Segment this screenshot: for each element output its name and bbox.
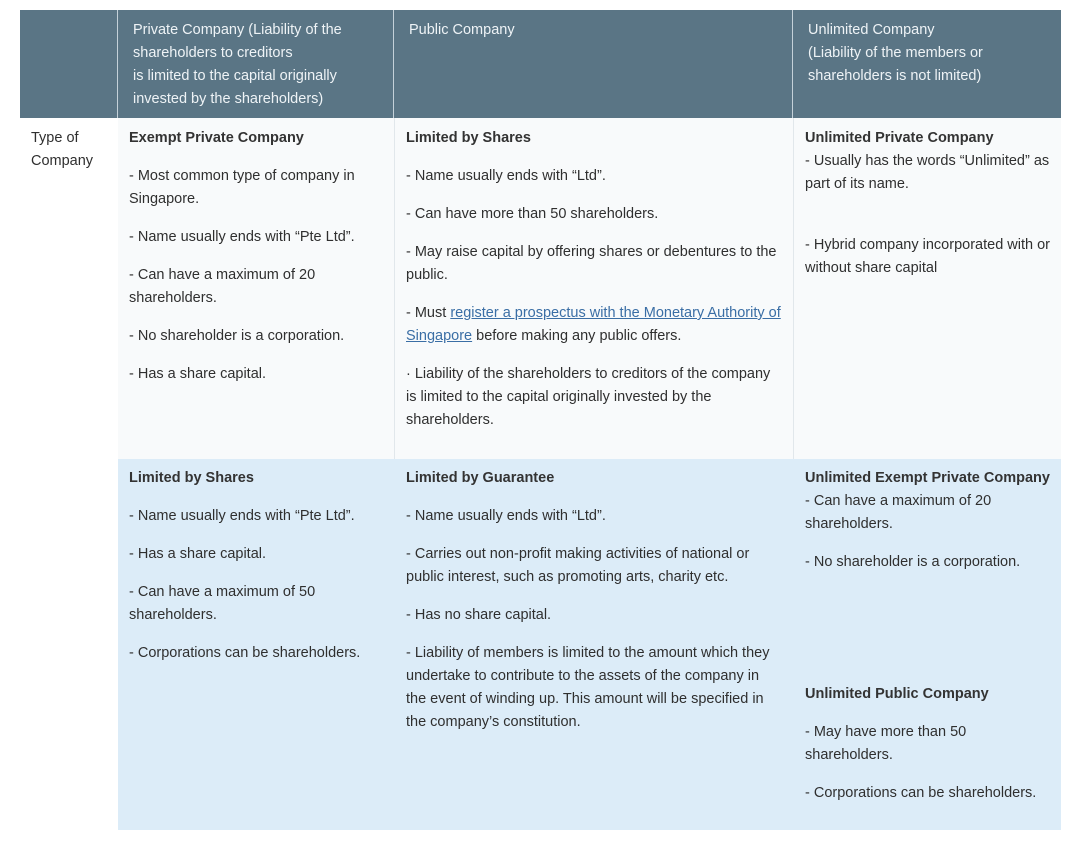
header-text-line: invested by the shareholders): [133, 91, 324, 107]
cell-title: Unlimited Public Company: [805, 686, 989, 702]
cell-unlimited-exempt-private-company: [805, 467, 1057, 574]
list-item: - Can have more than 50 shareholders.: [406, 206, 659, 222]
list-item: - Name usually ends with “Ltd”.: [406, 508, 606, 524]
cell-public-limited-by-guarantee: [406, 467, 783, 734]
header-unlimited-company: [793, 10, 1061, 118]
header-private-company: [118, 10, 394, 118]
list-item-text: before making any public offers.: [472, 328, 682, 344]
list-item: - May have more than 50 shareholders.: [805, 724, 967, 763]
list-item-text: - Must: [406, 305, 451, 321]
header-cell-empty: [20, 10, 118, 118]
cell-title: Unlimited Exempt Private Company: [805, 470, 1050, 486]
header-text-line: shareholders is not limited): [808, 68, 982, 84]
list-item: - Name usually ends with “Ltd”.: [406, 168, 606, 184]
cell-exempt-private-company: [129, 127, 384, 386]
table-header-row: [20, 10, 1061, 118]
cell-unlimited-private-company: [805, 127, 1057, 280]
list-item: - Name usually ends with “Pte Ltd”.: [129, 508, 355, 524]
list-item: - Has a share capital.: [129, 546, 267, 562]
cell-title: Limited by Guarantee: [406, 470, 555, 486]
list-item: · Liability of the shareholders to creditors of the company is limited to the capital originally invested by the shareholders.: [406, 366, 771, 428]
list-item: - Can have a maximum of 50 shareholders.: [129, 584, 316, 623]
header-text-line: (Liability of the members or: [808, 45, 983, 61]
cell-public-limited-by-shares: [406, 127, 783, 432]
list-item: - Carries out non-profit making activities of national or public interest, such as promoting arts, charity etc.: [406, 546, 750, 585]
list-item: - Corporations can be shareholders.: [129, 645, 361, 661]
list-item: [406, 302, 783, 348]
list-item: - Can have a maximum of 20 shareholders.: [805, 493, 992, 532]
header-text-line: is limited to the capital originally: [133, 68, 337, 84]
column-divider: [394, 118, 395, 459]
cell-title: Limited by Shares: [129, 470, 254, 486]
list-item: - Name usually ends with “Pte Ltd”.: [129, 229, 355, 245]
list-item: - Liability of members is limited to the amount which they undertake to contribute to the assets of the company in the event of winding up. This amount will be specified in the company’s constitution.: [406, 645, 770, 730]
list-item: - No shareholder is a corporation.: [129, 328, 345, 344]
list-item: - Usually has the words “Unlimited” as part of its name.: [805, 153, 1050, 192]
header-text-line: Private Company (Liability of the: [133, 22, 342, 38]
header-text-line: Public Company: [409, 22, 515, 38]
cell-unlimited-public-company: [805, 683, 1057, 805]
list-item: - Hybrid company incorporated with or without share capital: [805, 237, 1050, 276]
header-text-line: shareholders to creditors: [133, 45, 293, 61]
cell-title: Exempt Private Company: [129, 130, 304, 146]
list-item: - May raise capital by offering shares or debentures to the public.: [406, 244, 777, 283]
cell-title: Unlimited Private Company: [805, 130, 994, 146]
list-item: - Most common type of company in Singapore.: [129, 168, 355, 207]
row-label-line: Company: [31, 153, 94, 169]
list-item: - No shareholder is a corporation.: [805, 554, 1021, 570]
list-item: - Has a share capital.: [129, 366, 267, 382]
header-text-line: Unlimited Company: [808, 22, 935, 38]
header-public-company: [394, 10, 793, 118]
row-label-line: Type of: [31, 130, 79, 146]
column-divider: [793, 118, 794, 459]
row-label-type-of-company: [31, 127, 111, 173]
list-item: - Corporations can be shareholders.: [805, 785, 1037, 801]
cell-private-limited-by-shares: [129, 467, 384, 665]
cell-title: Limited by Shares: [406, 130, 531, 146]
prospectus-link[interactable]: register a prospectus with the Monetary Authority of Singapore: [406, 305, 781, 344]
list-item: - Can have a maximum of 20 shareholders.: [129, 267, 316, 306]
list-item: - Has no share capital.: [406, 607, 552, 623]
